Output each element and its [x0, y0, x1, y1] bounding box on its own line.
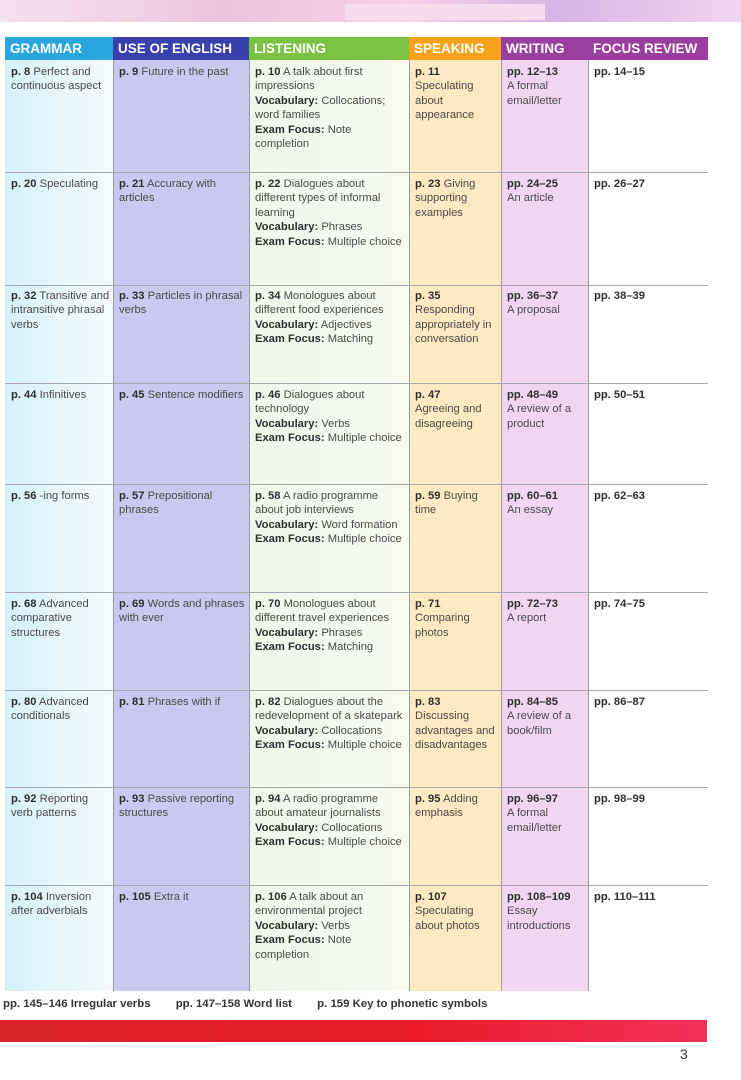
exam-focus-label: Exam Focus:	[255, 739, 325, 752]
topic-text: -ing forms	[36, 490, 90, 502]
topic-text: A review of a product	[507, 403, 572, 430]
page-ref: pp. 26–27	[594, 178, 645, 190]
topic-text: Advanced comparative structures	[11, 598, 89, 639]
topic-text: Responding appropriately in conversation	[415, 304, 492, 346]
page-ref: pp. 98–99	[594, 793, 645, 805]
speaking-cell	[409, 695, 501, 753]
page-number: 3	[680, 1046, 688, 1062]
speaking-cell	[409, 792, 501, 821]
page-ref: p. 59	[415, 490, 441, 502]
topic-text: Transitive and intransitive phrasal verbs	[11, 290, 110, 331]
vocabulary-text: Collocations	[318, 724, 383, 737]
exam-focus-label: Exam Focus:	[255, 432, 325, 445]
grammar-cell	[5, 177, 113, 191]
topic-text: Accuracy with articles	[119, 178, 216, 205]
writing-cell	[501, 695, 588, 738]
topic-text: Discussing advantages and disadvantages	[415, 710, 495, 752]
topic-text: A formal email/letter	[507, 80, 562, 107]
topic-text: Monologues about different food experiences	[255, 290, 384, 317]
page-ref: p. 80	[11, 696, 37, 708]
topic-text: A radio programme about amateur journalists	[255, 793, 381, 820]
topic-text: Passive reporting structures	[119, 793, 235, 820]
page-ref: pp. 36–37	[507, 290, 558, 302]
row-divider	[5, 285, 708, 286]
exam-focus-text: Multiple choice	[324, 836, 402, 849]
page-ref: p. 33	[119, 290, 145, 302]
vocabulary-label: Vocabulary:	[255, 417, 319, 430]
page-ref: p. 22	[255, 178, 281, 190]
writing-cell	[501, 177, 588, 206]
review-cell	[588, 597, 708, 611]
grammar-cell	[5, 695, 113, 724]
exam-focus-text: Note completion	[255, 123, 352, 151]
grammar-cell	[5, 792, 113, 821]
vocabulary-label: Vocabulary:	[255, 626, 319, 639]
page-ref: p. 8	[11, 66, 31, 78]
exam-focus-text: Multiple choice	[324, 533, 402, 546]
row-divider	[5, 383, 708, 384]
speaking-cell	[409, 65, 501, 123]
row-divider	[5, 787, 708, 788]
grammar-cell	[5, 388, 113, 402]
topic-text: A formal email/letter	[507, 807, 562, 834]
grammar-cell	[5, 65, 113, 94]
use-cell	[113, 65, 249, 79]
topic-text: Speculating	[36, 178, 99, 190]
page-ref: p. 69	[119, 598, 145, 610]
topic-text: Buying time	[415, 490, 478, 517]
use-cell	[113, 597, 249, 626]
topic-text: Agreeing and disagreeing	[415, 403, 482, 430]
topic-text: Particles in phrasal verbs	[119, 290, 243, 317]
exam-focus-text: Multiple choice	[324, 432, 402, 445]
page-ref: p. 44	[11, 389, 37, 401]
row-divider	[5, 592, 708, 593]
exam-focus-label: Exam Focus:	[255, 934, 325, 947]
page-ref: pp. 108–109	[507, 891, 571, 903]
page-ref: pp. 48–49	[507, 389, 558, 401]
column-divider	[588, 60, 589, 991]
phonetic-symbols-ref: p. 159 Key to phonetic symbols	[317, 998, 488, 1010]
page-ref: p. 45	[119, 389, 145, 401]
page-ref: p. 46	[255, 389, 281, 401]
vocabulary-text: Verbs	[318, 919, 350, 932]
page-ref: pp. 72–73	[507, 598, 558, 610]
topic-text: Essay introductions	[507, 905, 571, 932]
use-cell	[113, 289, 249, 318]
grammar-cell	[5, 890, 113, 919]
speaking-cell	[409, 177, 501, 220]
topic-text: A proposal	[507, 304, 560, 317]
irregular-verbs-ref: pp. 145–146 Irregular verbs	[3, 998, 151, 1010]
topic-text: Reporting verb patterns	[11, 793, 89, 820]
topic-text: Dialogues about different types of informal learning	[255, 178, 381, 219]
topic-text: Words and phrases with ever	[119, 598, 245, 625]
page-ref: p. 20	[11, 178, 37, 190]
review-cell	[588, 177, 708, 191]
page-ref: pp. 84–85	[507, 696, 558, 708]
topic-text: Phrases with if	[144, 696, 221, 708]
exam-focus-text: Multiple choice	[324, 739, 402, 752]
topic-text: Speculating about appearance	[415, 80, 475, 122]
topic-text: Comparing photos	[415, 612, 470, 639]
topic-text: Speculating about photos	[415, 905, 480, 932]
topic-text: Sentence modifiers	[144, 389, 244, 401]
vocabulary-text: Phrases	[318, 221, 363, 234]
review-cell	[588, 695, 708, 709]
writing-cell	[501, 289, 588, 318]
speaking-cell	[409, 890, 501, 933]
topic-text: Inversion after adverbials	[11, 891, 92, 918]
review-cell	[588, 792, 708, 806]
page-ref: pp. 24–25	[507, 178, 558, 190]
review-cell	[588, 890, 708, 904]
page-ref: p. 23	[415, 178, 441, 190]
review-cell	[588, 388, 708, 402]
page-ref: pp. 38–39	[594, 290, 645, 302]
page-ref: p. 34	[255, 290, 281, 302]
topic-text: Extra it	[150, 891, 189, 903]
topic-text: Future in the past	[138, 66, 229, 78]
page-ref: p. 94	[255, 793, 281, 805]
writing-cell	[501, 597, 588, 626]
exam-focus-label: Exam Focus:	[255, 641, 325, 654]
header-speaking: SPEAKING	[409, 37, 501, 60]
vocabulary-text: Verbs	[318, 417, 350, 430]
vocabulary-label: Vocabulary:	[255, 518, 319, 531]
vocabulary-text: Adjectives	[318, 318, 372, 331]
review-cell	[588, 289, 708, 303]
vocabulary-text: Phrases	[318, 626, 363, 639]
use-cell	[113, 792, 249, 821]
topic-text: Monologues about different travel experiences	[255, 598, 390, 625]
topic-text: An article	[507, 192, 554, 205]
listening-cell	[249, 289, 409, 347]
vocabulary-label: Vocabulary:	[255, 318, 319, 331]
page-ref: pp. 12–13	[507, 66, 558, 78]
topic-text: An essay	[507, 504, 554, 517]
writing-cell	[501, 65, 588, 108]
exam-focus-label: Exam Focus:	[255, 533, 325, 546]
page-ref: pp. 110–111	[594, 891, 656, 903]
speaking-cell	[409, 489, 501, 518]
page-ref: p. 35	[415, 290, 441, 302]
page-ref: p. 58	[255, 490, 281, 502]
page-ref: p. 21	[119, 178, 145, 190]
page-ref: p. 104	[11, 891, 43, 903]
top-band-highlight	[345, 4, 545, 20]
use-cell	[113, 177, 249, 206]
vocabulary-text: Collocations	[318, 821, 383, 834]
topic-text: Adding emphasis	[415, 793, 478, 820]
speaking-cell	[409, 597, 501, 640]
row-divider	[5, 484, 708, 485]
page-ref: p. 10	[255, 66, 281, 78]
page-ref: p. 106	[255, 891, 287, 903]
exam-focus-label: Exam Focus:	[255, 123, 325, 136]
page-ref: pp. 96–97	[507, 793, 558, 805]
grammar-cell	[5, 489, 113, 503]
vocabulary-label: Vocabulary:	[255, 94, 319, 107]
listening-cell	[249, 177, 409, 249]
topic-text: Infinitives	[36, 389, 87, 401]
page-ref: p. 32	[11, 290, 37, 302]
page-ref: pp. 74–75	[594, 598, 645, 610]
listening-cell	[249, 65, 409, 151]
vocabulary-text: Word formation	[318, 518, 398, 531]
page-ref: pp. 62–63	[594, 490, 645, 502]
page-ref: p. 92	[11, 793, 37, 805]
exam-focus-label: Exam Focus:	[255, 235, 325, 248]
vocabulary-label: Vocabulary:	[255, 724, 319, 737]
topic-text: A review of a book/film	[507, 710, 572, 737]
header-focus-review: FOCUS REVIEW	[588, 37, 708, 60]
grammar-cell	[5, 597, 113, 640]
review-cell	[588, 65, 708, 79]
topic-text: Dialogues about technology	[255, 389, 365, 416]
listening-cell	[249, 597, 409, 655]
writing-cell	[501, 792, 588, 835]
speaking-cell	[409, 289, 501, 347]
vocabulary-label: Vocabulary:	[255, 221, 319, 234]
use-cell	[113, 695, 249, 709]
row-divider	[5, 172, 708, 173]
page-ref: p. 105	[119, 891, 151, 903]
page-ref: pp. 86–87	[594, 696, 645, 708]
writing-cell	[501, 890, 588, 933]
page-ref: p. 83	[415, 696, 441, 708]
top-decorative-band	[0, 0, 741, 22]
topic-text: Dialogues about the redevelopment of a skatepark	[255, 696, 403, 723]
listening-cell	[249, 388, 409, 446]
exam-focus-label: Exam Focus:	[255, 333, 325, 346]
grammar-cell	[5, 289, 113, 332]
bottom-decorative-band	[0, 1020, 707, 1042]
page-ref: p. 93	[119, 793, 145, 805]
listening-cell	[249, 489, 409, 547]
writing-cell	[501, 388, 588, 431]
header-use-of-english: USE OF ENGLISH	[113, 37, 249, 60]
page-ref: p. 9	[119, 66, 139, 78]
topic-text: Giving supporting examples	[415, 178, 476, 219]
speaking-cell	[409, 388, 501, 431]
header-writing: WRITING	[501, 37, 588, 60]
exam-focus-text: Matching	[324, 641, 374, 654]
listening-cell	[249, 792, 409, 850]
writing-cell	[501, 489, 588, 518]
exam-focus-text: Multiple choice	[324, 235, 402, 248]
word-list-ref: pp. 147–158 Word list	[175, 998, 292, 1010]
page-ref: p. 68	[11, 598, 37, 610]
topic-text: Perfect and continuous aspect	[11, 66, 102, 93]
exam-focus-text: Matching	[324, 333, 374, 346]
page-ref: p. 11	[415, 66, 440, 78]
header-listening: LISTENING	[249, 37, 409, 60]
page-ref: p. 56	[11, 490, 37, 502]
topic-text: A report	[507, 612, 547, 625]
row-divider	[5, 885, 708, 886]
page-ref: pp. 60–61	[507, 490, 558, 502]
page-ref: p. 57	[119, 490, 145, 502]
vocabulary-label: Vocabulary:	[255, 821, 319, 834]
topic-text: A radio programme about job interviews	[255, 490, 379, 517]
row-divider	[5, 690, 708, 691]
page-ref: pp. 14–15	[594, 66, 645, 78]
use-cell	[113, 489, 249, 518]
topic-text: A talk about first impressions	[255, 66, 363, 93]
page-ref: p. 107	[415, 891, 447, 903]
page-ref: p. 95	[415, 793, 441, 805]
vocabulary-text: Collocations; word families	[255, 94, 386, 122]
page-ref: pp. 50–51	[594, 389, 645, 401]
page-ref: p. 71	[415, 598, 441, 610]
use-cell	[113, 890, 249, 904]
header-grammar: GRAMMAR	[5, 37, 113, 60]
listening-cell	[249, 695, 409, 753]
topic-text: Prepositional phrases	[119, 490, 213, 517]
page-ref: p. 81	[119, 696, 145, 708]
topic-text: Advanced conditionals	[11, 696, 89, 723]
page-ref: p. 82	[255, 696, 281, 708]
vocabulary-label: Vocabulary:	[255, 919, 319, 932]
exam-focus-text: Note completion	[255, 934, 352, 961]
use-cell	[113, 388, 249, 402]
review-cell	[588, 489, 708, 503]
topic-text: A talk about an environmental project	[255, 891, 364, 918]
footer-references	[3, 998, 509, 1010]
exam-focus-label: Exam Focus:	[255, 836, 325, 849]
page-ref: p. 70	[255, 598, 281, 610]
listening-cell	[249, 890, 409, 962]
page-ref: p. 47	[415, 389, 441, 401]
